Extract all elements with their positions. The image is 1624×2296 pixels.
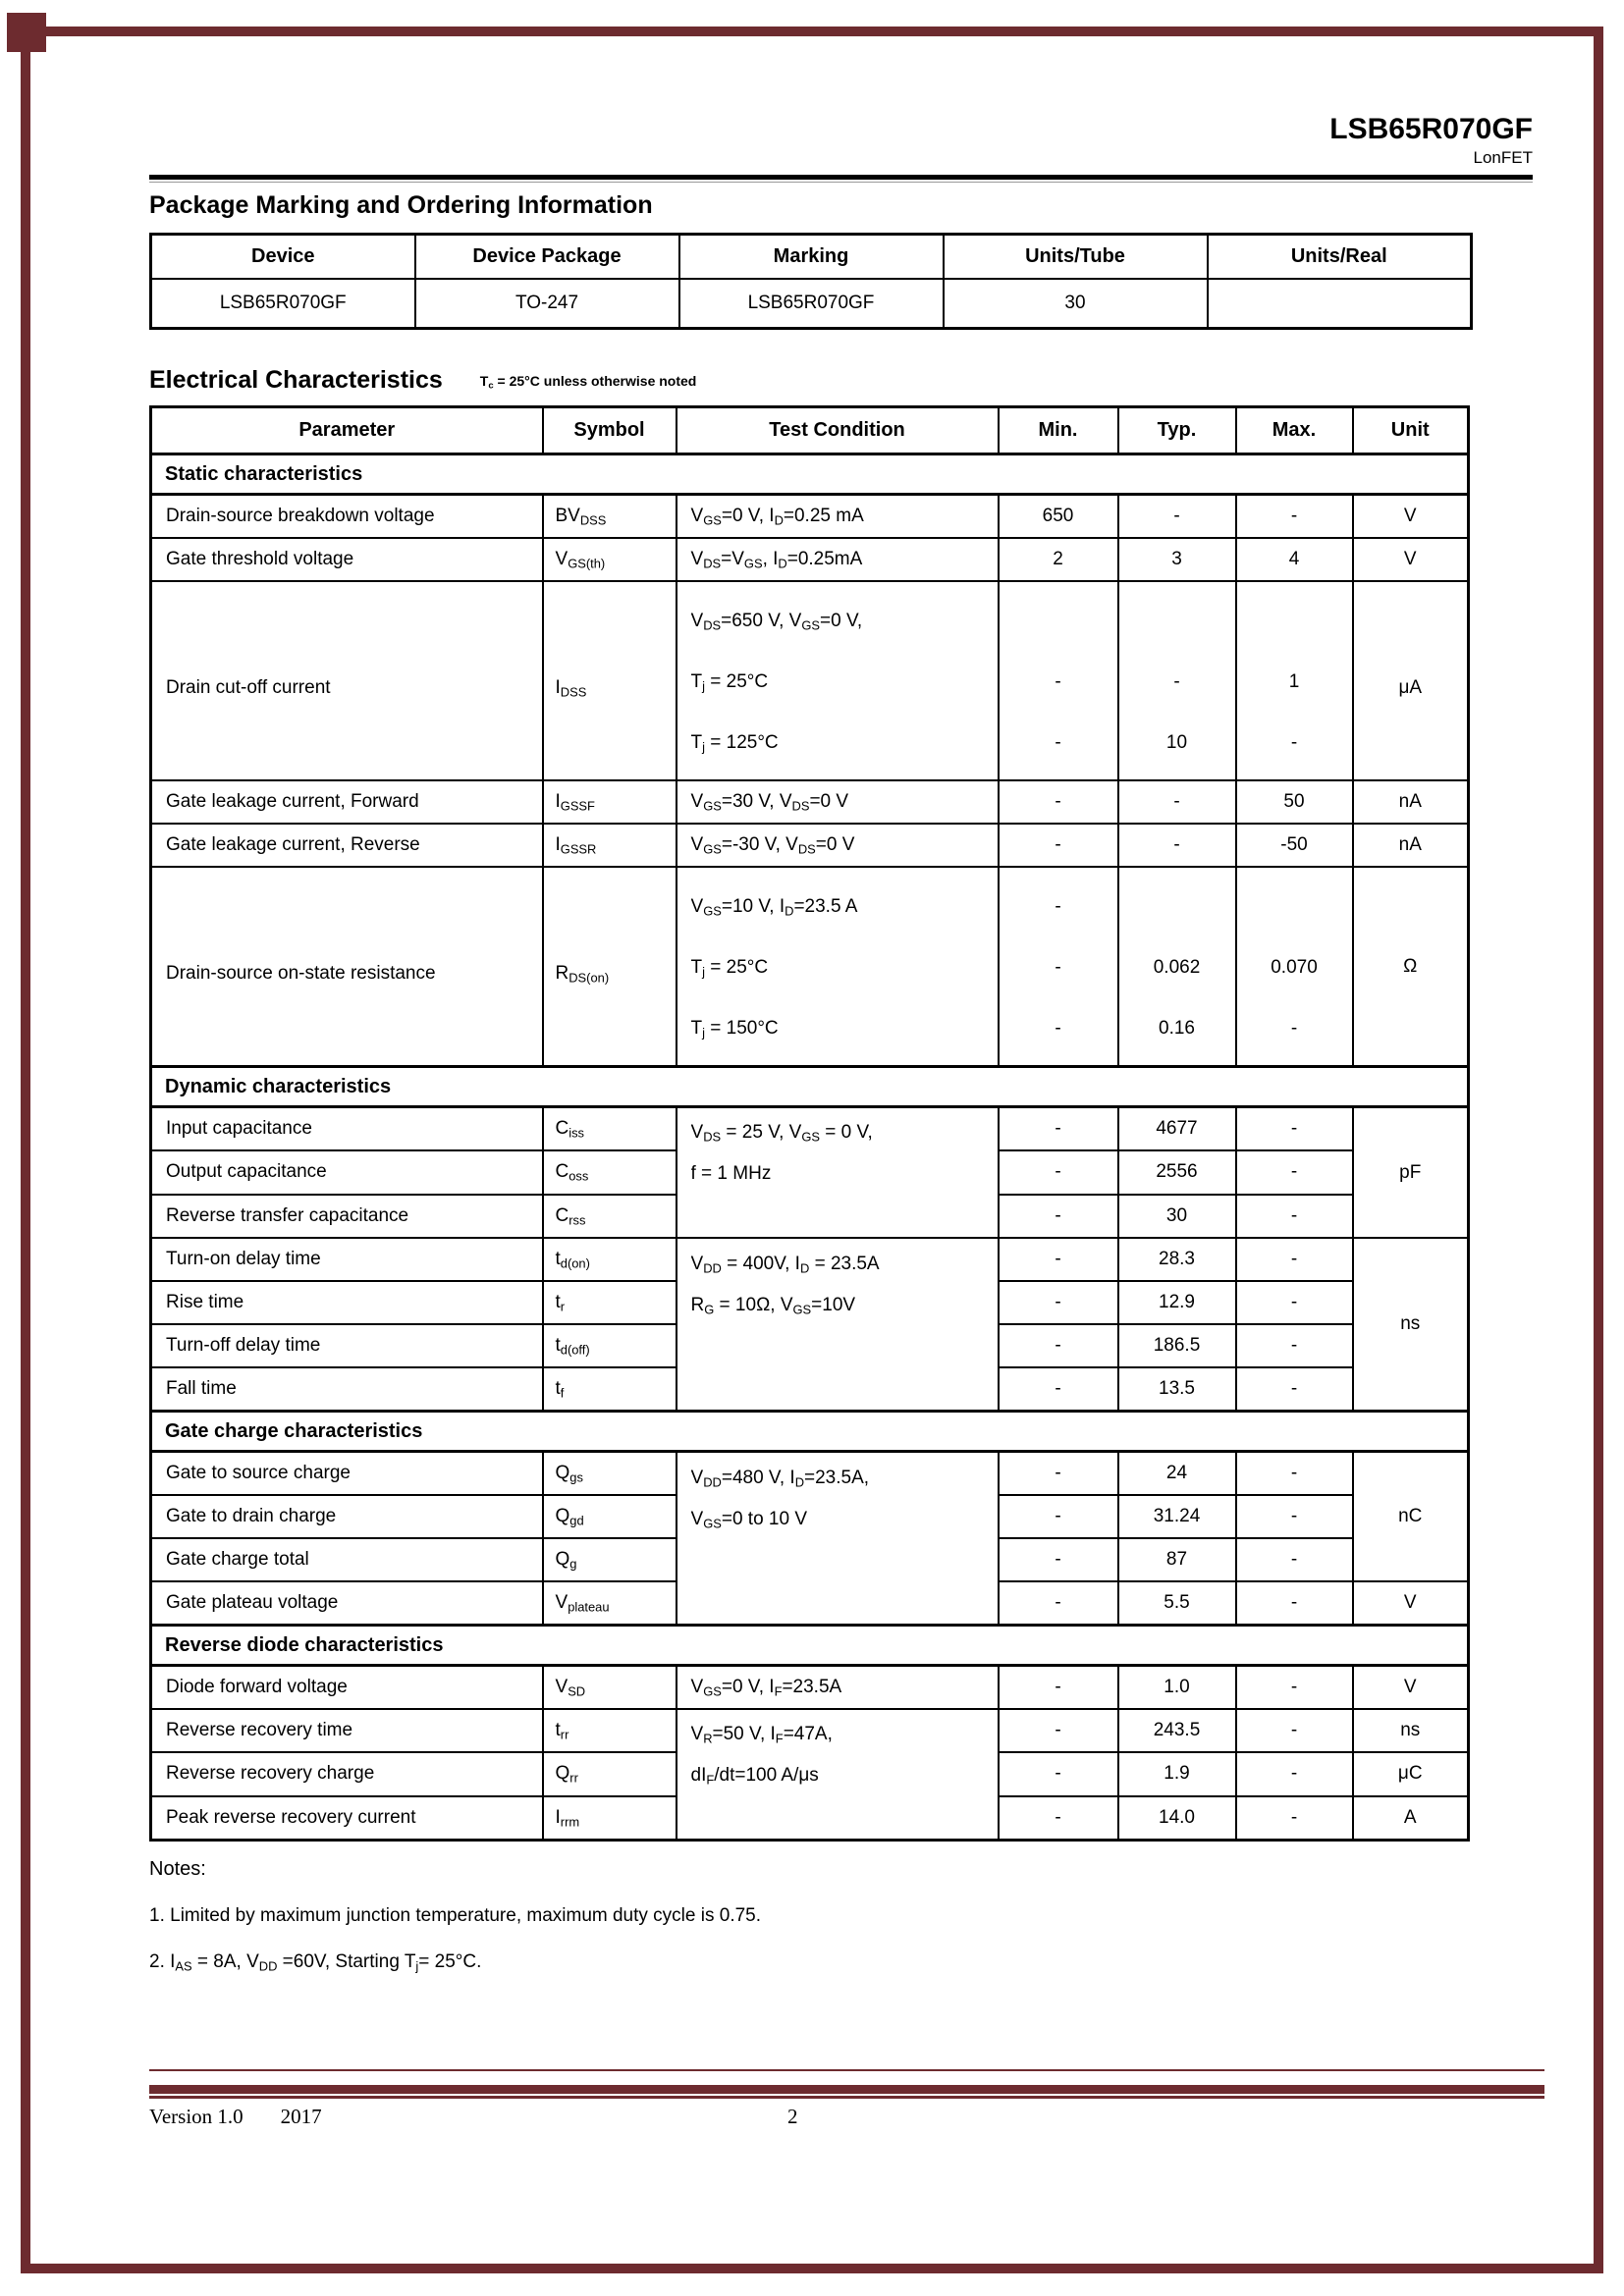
- page-title: LSB65R070GF: [1329, 113, 1533, 145]
- symbol-cell: $I_{GSSR}$: [543, 824, 677, 867]
- value-cell: [999, 581, 1118, 780]
- note-item: 2. $I_{AS} = 8A$, $V_{DD} =60V$, Starting $T_j= 25^\circ C$.: [149, 1951, 482, 1974]
- cell-line: [1120, 591, 1234, 652]
- value-cell: -: [1236, 1238, 1353, 1281]
- cell-line: $V_R=50$ V, $I_F=47A$,: [690, 1724, 833, 1746]
- value-cell: -: [1236, 1452, 1353, 1496]
- value-cell: V: [1353, 1581, 1469, 1626]
- symbol-cell: $Q_{gd}$: [543, 1495, 677, 1538]
- value-cell: -: [1236, 1796, 1353, 1841]
- column-header: Device: [151, 235, 415, 280]
- value-cell: -: [999, 824, 1118, 867]
- parameter-cell: Drain-source on-state resistance: [151, 867, 543, 1067]
- condition-cell: [677, 581, 999, 780]
- value-cell: -: [1236, 1538, 1353, 1581]
- section-header: Reverse diode characteristics: [151, 1626, 1469, 1666]
- cell-line: $V_{DS} = 25$ V, $V_{GS} = 0$ V,: [690, 1122, 873, 1145]
- column-header: Typ.: [1118, 407, 1236, 454]
- value-cell: [1236, 581, 1353, 780]
- value-cell: -: [1236, 495, 1353, 539]
- value-cell: V: [1353, 495, 1469, 539]
- cell-line: -: [1290, 732, 1298, 753]
- parameter-cell: Drain cut-off current: [151, 581, 543, 780]
- table-cell: [1208, 279, 1472, 329]
- value-cell: -: [1236, 1195, 1353, 1238]
- value-cell: -50: [1236, 824, 1353, 867]
- cell-line: -: [1290, 1018, 1298, 1039]
- parameter-cell: Peak reverse recovery current: [151, 1796, 543, 1841]
- product-family: LonFET: [1473, 148, 1533, 167]
- value-cell: 30: [1118, 1195, 1236, 1238]
- symbol-cell: $C_{oss}$: [543, 1150, 677, 1194]
- value-cell: V: [1353, 538, 1469, 581]
- value-cell: V: [1353, 1666, 1469, 1710]
- cell-line: -: [1173, 671, 1180, 692]
- value-cell: -: [1236, 1324, 1353, 1367]
- value-cell: 87: [1118, 1538, 1236, 1581]
- parameter-cell: Output capacitance: [151, 1150, 543, 1194]
- parameter-cell: Drain-source breakdown voltage: [151, 495, 543, 539]
- ordering-heading: Package Marking and Ordering Information: [149, 191, 653, 219]
- value-cell: -: [999, 1581, 1118, 1626]
- cell-line: f = 1 MHz: [690, 1163, 772, 1184]
- symbol-cell: $t_f$: [543, 1367, 677, 1412]
- column-header: Units/Real: [1208, 235, 1472, 280]
- footer-rule-thin: [149, 2096, 1544, 2099]
- table-cell: TO-247: [415, 279, 679, 329]
- column-header: Min.: [999, 407, 1118, 454]
- value-cell: Ω: [1353, 867, 1469, 1067]
- symbol-cell: $t_{d(on)}$: [543, 1238, 677, 1281]
- table-row: [151, 495, 1469, 539]
- cell-line: -: [1055, 671, 1061, 692]
- table-row: [151, 867, 1469, 1067]
- parameter-cell: Rise time: [151, 1281, 543, 1324]
- cell-line: -: [1055, 1018, 1061, 1039]
- value-cell: A: [1353, 1796, 1469, 1841]
- value-cell: 2556: [1118, 1150, 1236, 1194]
- table-row: [151, 1238, 1469, 1281]
- value-cell: -: [1118, 780, 1236, 824]
- note-item: 1. Limited by maximum junction temperature, maximum duty cycle is 0.75.: [149, 1905, 762, 1926]
- footer-page-number: 2: [787, 2105, 798, 2128]
- symbol-cell: $Q_g$: [543, 1538, 677, 1581]
- value-cell: -: [999, 1666, 1118, 1710]
- condition-cell: [677, 867, 999, 1067]
- table-row: [151, 581, 1469, 780]
- cell-line: $T_j = 25^\circ C$: [690, 671, 769, 694]
- value-cell: -: [1236, 1367, 1353, 1412]
- symbol-cell: $t_{rr}$: [543, 1709, 677, 1752]
- cell-line: $R_G = 10\Omega$, $V_{GS}=10V$: [690, 1294, 856, 1317]
- symbol-cell: $Q_{rr}$: [543, 1752, 677, 1795]
- condition-cell: $V_{GS}=30$ V, $V_{DS}=0$ V: [677, 780, 999, 824]
- section-header: Static characteristics: [151, 454, 1469, 495]
- symbol-cell: $V_{SD}$: [543, 1666, 677, 1710]
- cell-line: 0.062: [1153, 957, 1201, 978]
- section-header: Dynamic characteristics: [151, 1067, 1469, 1107]
- parameter-cell: Reverse transfer capacitance: [151, 1195, 543, 1238]
- symbol-cell: $t_r$: [543, 1281, 677, 1324]
- section-row: [151, 1412, 1469, 1452]
- parameter-cell: Turn-off delay time: [151, 1324, 543, 1367]
- notes-list: [149, 1905, 1533, 1973]
- section-row: [151, 1626, 1469, 1666]
- value-cell: -: [999, 1324, 1118, 1367]
- symbol-cell: $I_{rrm}$: [543, 1796, 677, 1841]
- value-cell: -: [1236, 1281, 1353, 1324]
- value-cell: 650: [999, 495, 1118, 539]
- cell-line: 1: [1288, 671, 1300, 692]
- cell-line: -: [1055, 732, 1061, 753]
- cell-line: 0.16: [1159, 1018, 1195, 1039]
- condition-cell: $V_{GS}=0$ V, $I_F=23.5A$: [677, 1666, 999, 1710]
- condition-cell: $V_{DS}=V_{GS}$, $I_D=0.25mA$: [677, 538, 999, 581]
- column-header: Unit: [1353, 407, 1469, 454]
- value-cell: -: [999, 780, 1118, 824]
- value-cell: nC: [1353, 1452, 1469, 1582]
- symbol-cell: $BV_{DSS}$: [543, 495, 677, 539]
- symbol-cell: $I_{DSS}$: [543, 581, 677, 780]
- table-row: [151, 279, 1472, 329]
- cell-line: [691, 1581, 997, 1623]
- value-cell: 3: [1118, 538, 1236, 581]
- value-cell: -: [999, 1367, 1118, 1412]
- electrical-heading-row: [149, 368, 1533, 393]
- value-cell: 1.9: [1118, 1752, 1236, 1795]
- parameter-cell: Gate plateau voltage: [151, 1581, 543, 1626]
- cell-line: [1120, 877, 1234, 937]
- value-cell: 28.3: [1118, 1238, 1236, 1281]
- electrical-heading: Electrical Characteristics: [149, 366, 443, 394]
- condition-cell: $V_{GS}=0$ V, $I_D=0.25$ mA: [677, 495, 999, 539]
- cell-line: -: [1055, 957, 1061, 978]
- column-header: Symbol: [543, 407, 677, 454]
- table-row: [151, 538, 1469, 581]
- value-cell: 243.5: [1118, 1709, 1236, 1752]
- value-cell: -: [999, 1752, 1118, 1795]
- parameter-cell: Gate leakage current, Forward: [151, 780, 543, 824]
- cell-line: $V_{DD} = 400V$, $I_D = 23.5A$: [690, 1253, 880, 1276]
- cell-line: [691, 1367, 997, 1409]
- symbol-cell: $V_{GS(th)}$: [543, 538, 677, 581]
- table-row: [151, 780, 1469, 824]
- symbol-cell: $C_{iss}$: [543, 1107, 677, 1151]
- value-cell: -: [999, 1796, 1118, 1841]
- value-cell: μA: [1353, 581, 1469, 780]
- header-row: [151, 407, 1469, 454]
- header-rule: [149, 175, 1533, 180]
- condition-cell: [677, 1238, 999, 1412]
- footer-version: Version 1.0: [149, 2105, 244, 2128]
- value-cell: 186.5: [1118, 1324, 1236, 1367]
- parameter-cell: Diode forward voltage: [151, 1666, 543, 1710]
- table-row: [151, 1107, 1469, 1151]
- value-cell: [1118, 867, 1236, 1067]
- cell-line: 0.070: [1271, 957, 1318, 978]
- table-row: [151, 824, 1469, 867]
- parameter-cell: Input capacitance: [151, 1107, 543, 1151]
- table-cell: 30: [944, 279, 1208, 329]
- value-cell: 31.24: [1118, 1495, 1236, 1538]
- parameter-cell: Turn-on delay time: [151, 1238, 543, 1281]
- column-header: Device Package: [415, 235, 679, 280]
- parameter-cell: Gate charge total: [151, 1538, 543, 1581]
- cell-line: $dI_F/dt=100$ A/μs: [690, 1765, 819, 1788]
- column-header: Max.: [1236, 407, 1353, 454]
- value-cell: pF: [1353, 1107, 1469, 1239]
- condition-cell: [677, 1107, 999, 1239]
- section-header: Gate charge characteristics: [151, 1412, 1469, 1452]
- footer-rule-thick: [149, 2085, 1544, 2094]
- value-cell: 12.9: [1118, 1281, 1236, 1324]
- cell-line: 10: [1165, 732, 1188, 753]
- value-cell: -: [1236, 1150, 1353, 1194]
- cell-line: $T_j = 125^\circ C$: [690, 732, 779, 755]
- test-condition-note: $T_c = 25^\circ C$ unless otherwise noted: [479, 373, 697, 392]
- footer-text: [149, 2105, 1544, 2129]
- value-cell: -: [1236, 1107, 1353, 1151]
- value-cell: [1236, 867, 1353, 1067]
- cell-line: [691, 1326, 997, 1367]
- value-cell: 5.5: [1118, 1581, 1236, 1626]
- value-cell: ns: [1353, 1709, 1469, 1752]
- table-cell: LSB65R070GF: [151, 279, 415, 329]
- value-cell: nA: [1353, 780, 1469, 824]
- symbol-cell: $t_{d(off)}$: [543, 1324, 677, 1367]
- footer-rule-top: [149, 2069, 1544, 2071]
- value-cell: -: [1118, 495, 1236, 539]
- symbol-cell: $V_{plateau}$: [543, 1581, 677, 1626]
- cell-line: $T_j = 25^\circ C$: [690, 957, 769, 980]
- value-cell: 14.0: [1118, 1796, 1236, 1841]
- cell-line: $V_{GS}=0$ to 10 V: [690, 1508, 807, 1531]
- value-cell: -: [1236, 1752, 1353, 1795]
- value-cell: 24: [1118, 1452, 1236, 1496]
- condition-cell: [677, 1709, 999, 1841]
- symbol-cell: $C_{rss}$: [543, 1195, 677, 1238]
- cell-line: $V_{GS}=10$ V, $I_D=23.5$ A: [690, 896, 858, 919]
- condition-cell: $V_{GS}=-30$ V, $V_{DS}=0$ V: [677, 824, 999, 867]
- page-border-corner: [7, 13, 46, 52]
- value-cell: -: [1236, 1495, 1353, 1538]
- value-cell: 50: [1236, 780, 1353, 824]
- value-cell: -: [1236, 1581, 1353, 1626]
- value-cell: -: [999, 1281, 1118, 1324]
- cell-line: $V_{DD}=480$ V, $I_D=23.5A$,: [690, 1467, 870, 1490]
- value-cell: -: [1236, 1709, 1353, 1752]
- cell-line: [1001, 591, 1116, 652]
- table-row: [151, 1452, 1469, 1496]
- column-header: Marking: [679, 235, 944, 280]
- page-content: [149, 0, 1533, 1973]
- cell-line: -: [1055, 896, 1061, 917]
- value-cell: ns: [1353, 1238, 1469, 1412]
- column-header: Units/Tube: [944, 235, 1208, 280]
- value-cell: -: [999, 1495, 1118, 1538]
- page-footer: [149, 2069, 1544, 2129]
- value-cell: 4: [1236, 538, 1353, 581]
- value-cell: -: [999, 1107, 1118, 1151]
- parameter-cell: Reverse recovery time: [151, 1709, 543, 1752]
- parameter-cell: Fall time: [151, 1367, 543, 1412]
- value-cell: -: [999, 1150, 1118, 1194]
- value-cell: 2: [999, 538, 1118, 581]
- value-cell: μC: [1353, 1752, 1469, 1795]
- notes-heading: Notes:: [149, 1858, 206, 1880]
- cell-line: $V_{DS}=650$ V, $V_{GS}=0$ V,: [690, 611, 863, 633]
- value-cell: -: [999, 1709, 1118, 1752]
- value-cell: [1118, 581, 1236, 780]
- parameter-cell: Gate to drain charge: [151, 1495, 543, 1538]
- cell-line: [1238, 591, 1351, 652]
- table-row: [151, 1666, 1469, 1710]
- electrical-table: [149, 405, 1470, 1842]
- value-cell: 13.5: [1118, 1367, 1236, 1412]
- value-cell: -: [999, 1452, 1118, 1496]
- cell-line: [691, 1540, 997, 1581]
- symbol-cell: $R_{DS(on)}$: [543, 867, 677, 1067]
- footer-year: 2017: [280, 2105, 322, 2128]
- value-cell: -: [1236, 1666, 1353, 1710]
- section-row: [151, 454, 1469, 495]
- value-cell: nA: [1353, 824, 1469, 867]
- table-cell: LSB65R070GF: [679, 279, 944, 329]
- header-rule-thin: [149, 182, 1533, 183]
- parameter-cell: Gate leakage current, Reverse: [151, 824, 543, 867]
- value-cell: [999, 867, 1118, 1067]
- value-cell: -: [999, 1238, 1118, 1281]
- value-cell: -: [1118, 824, 1236, 867]
- section-row: [151, 1067, 1469, 1107]
- cell-line: [1238, 877, 1351, 937]
- symbol-cell: $Q_{gs}$: [543, 1452, 677, 1496]
- symbol-cell: $I_{GSSF}$: [543, 780, 677, 824]
- parameter-cell: Gate threshold voltage: [151, 538, 543, 581]
- value-cell: 1.0: [1118, 1666, 1236, 1710]
- table-row: [151, 1709, 1469, 1752]
- cell-line: $T_j = 150^\circ C$: [690, 1018, 779, 1041]
- condition-cell: [677, 1452, 999, 1626]
- parameter-cell: Gate to source charge: [151, 1452, 543, 1496]
- column-header: Test Condition: [677, 407, 999, 454]
- cell-line: [691, 1195, 997, 1236]
- parameter-cell: Reverse recovery charge: [151, 1752, 543, 1795]
- ordering-table: [149, 233, 1473, 330]
- value-cell: -: [999, 1538, 1118, 1581]
- column-header: Parameter: [151, 407, 543, 454]
- cell-line: [691, 1796, 997, 1838]
- value-cell: 4677: [1118, 1107, 1236, 1151]
- header-row: [151, 235, 1472, 280]
- value-cell: -: [999, 1195, 1118, 1238]
